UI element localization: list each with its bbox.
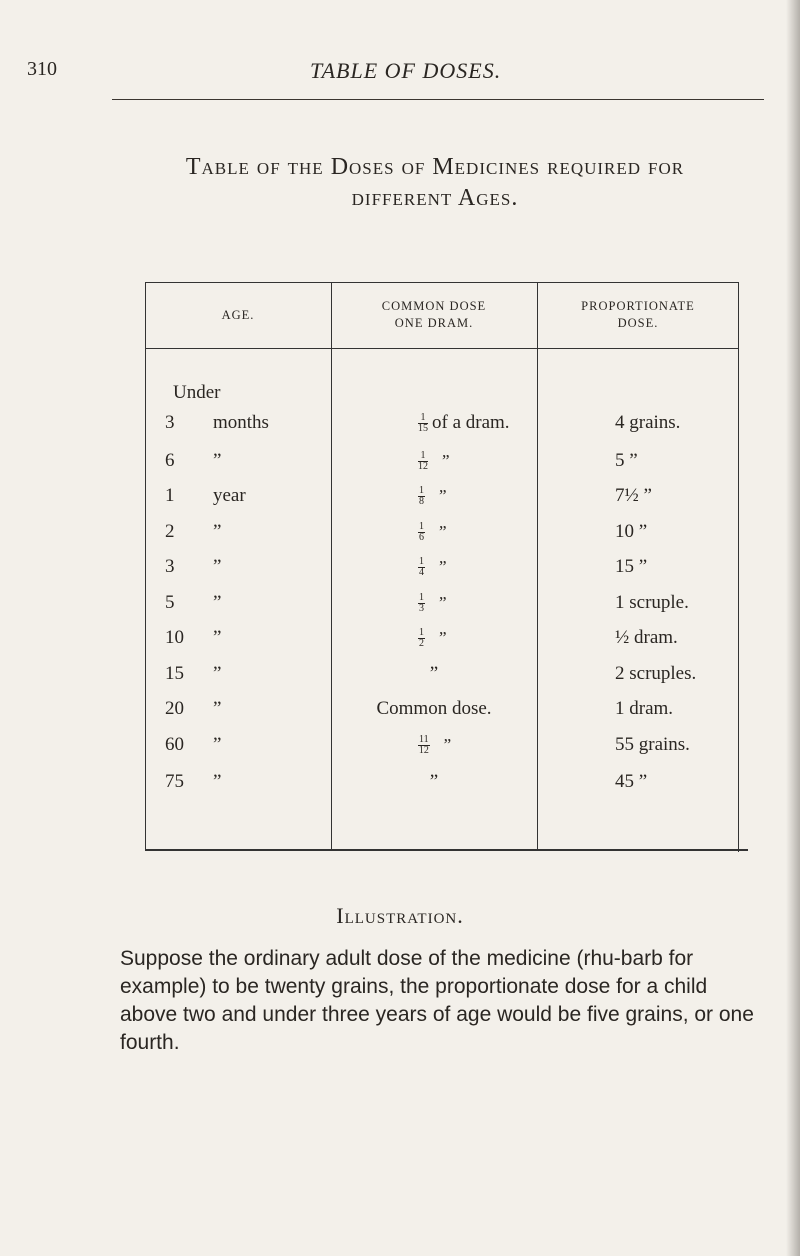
prop-dose-unit: ” bbox=[638, 521, 648, 542]
common-dose-cell bbox=[418, 625, 447, 651]
proportionate-dose-cell bbox=[615, 625, 678, 651]
dose-fraction bbox=[418, 522, 425, 543]
table-title bbox=[95, 152, 775, 214]
proportionate-dose-cell bbox=[615, 732, 690, 758]
under-label: Under bbox=[173, 382, 221, 403]
age-number: 60 bbox=[165, 734, 184, 755]
proportionate-dose-cell bbox=[615, 448, 638, 474]
dose-fraction bbox=[418, 593, 425, 614]
column-separator bbox=[331, 282, 332, 850]
age-cell bbox=[165, 554, 221, 580]
age-cell bbox=[165, 769, 221, 795]
common-dose-text: ” bbox=[439, 628, 447, 647]
prop-dose-unit: ” bbox=[638, 556, 648, 577]
age-unit: ” bbox=[213, 663, 222, 684]
proportionate-dose-cell bbox=[615, 519, 647, 545]
column-header-prop-line1: PROPORTIONATE bbox=[581, 299, 695, 313]
prop-dose-amount: 10 bbox=[615, 521, 634, 542]
table-border-bottom bbox=[145, 849, 748, 851]
age-number: 5 bbox=[165, 592, 175, 613]
age-unit: months bbox=[213, 412, 269, 433]
common-dose-cell bbox=[418, 519, 447, 545]
fraction-denominator: 8 bbox=[419, 496, 424, 508]
header-separator bbox=[145, 348, 739, 349]
dose-fraction bbox=[418, 628, 425, 649]
page-number: 310 bbox=[27, 58, 57, 80]
prop-dose-unit: scruples. bbox=[629, 663, 697, 684]
table-border-right bbox=[738, 282, 739, 852]
common-dose-text: ” bbox=[439, 486, 447, 505]
age-number: 3 bbox=[165, 412, 175, 433]
common-dose-text: ” bbox=[439, 522, 447, 541]
common-dose-cell bbox=[331, 769, 537, 795]
common-dose-text: ” bbox=[439, 557, 447, 576]
age-cell bbox=[165, 696, 221, 722]
common-dose-cell bbox=[418, 732, 451, 758]
page-edge-shadow bbox=[786, 0, 800, 1256]
dose-fraction bbox=[418, 557, 425, 578]
common-dose-cell bbox=[418, 410, 510, 436]
fraction-numerator: 1 bbox=[418, 413, 428, 424]
column-header-age: AGE. bbox=[221, 308, 255, 322]
column-header-proportionate-dose bbox=[537, 298, 739, 332]
prop-dose-amount: 1 bbox=[615, 592, 625, 613]
proportionate-dose-cell bbox=[615, 554, 647, 580]
age-cell bbox=[165, 732, 221, 758]
common-dose-text: ” bbox=[429, 771, 439, 792]
prop-dose-amount: 2 bbox=[615, 663, 625, 684]
age-number: 10 bbox=[165, 627, 184, 648]
common-dose-text: ” bbox=[442, 451, 450, 470]
fraction-numerator: 1 bbox=[419, 485, 424, 497]
prop-dose-amount: 45 bbox=[615, 771, 634, 792]
proportionate-dose-cell bbox=[615, 661, 696, 687]
dose-fraction bbox=[418, 735, 430, 756]
age-unit: year bbox=[213, 485, 246, 506]
dose-fraction bbox=[418, 413, 428, 434]
age-cell bbox=[165, 625, 221, 651]
dose-fraction bbox=[418, 486, 425, 507]
prop-dose-unit: scruple. bbox=[629, 592, 689, 613]
common-dose-cell bbox=[418, 448, 450, 474]
age-number: 1 bbox=[165, 485, 175, 506]
common-dose-cell bbox=[418, 554, 447, 580]
fraction-denominator: 12 bbox=[418, 461, 428, 473]
common-dose-text: ” bbox=[443, 735, 452, 754]
age-cell bbox=[165, 410, 269, 436]
illustration-paragraph: Suppose the ordinary adult dose of the medicine (rhu-barb for example) to be twenty grains, the proportionate dose for a child above two and under three years of age would be five grains, or one fourth. bbox=[120, 947, 754, 1054]
fraction-denominator: 2 bbox=[419, 638, 424, 650]
prop-dose-unit: grains. bbox=[638, 734, 690, 755]
column-header-common-line1: COMMON DOSE bbox=[381, 299, 487, 313]
age-unit: ” bbox=[213, 734, 222, 755]
fraction-numerator: 1 bbox=[419, 627, 424, 639]
age-cell bbox=[165, 519, 221, 545]
prop-dose-amount: 15 bbox=[615, 556, 634, 577]
age-unit: ” bbox=[213, 627, 222, 648]
common-dose-text: Common dose. bbox=[376, 698, 492, 719]
age-unit: ” bbox=[213, 450, 222, 471]
column-header-prop-line2: DOSE. bbox=[617, 316, 659, 330]
fraction-denominator: 6 bbox=[419, 532, 424, 544]
running-head: TABLE OF DOSES. bbox=[310, 58, 502, 83]
fraction-denominator: 3 bbox=[419, 603, 424, 615]
fraction-numerator: 11 bbox=[419, 734, 429, 746]
table-border-left bbox=[145, 282, 146, 850]
proportionate-dose-cell bbox=[615, 483, 652, 509]
age-number: 75 bbox=[165, 771, 184, 792]
fraction-numerator: 1 bbox=[418, 451, 428, 462]
age-cell bbox=[165, 590, 221, 616]
prop-dose-unit: ” bbox=[629, 450, 638, 471]
prop-dose-unit: dram. bbox=[629, 698, 674, 719]
age-cell bbox=[165, 483, 246, 509]
age-cell bbox=[165, 448, 221, 474]
fraction-denominator: 15 bbox=[418, 423, 428, 435]
age-number: 15 bbox=[165, 663, 184, 684]
common-dose-cell bbox=[331, 696, 537, 722]
doses-table bbox=[145, 282, 748, 850]
fraction-numerator: 1 bbox=[419, 592, 424, 604]
common-dose-text: ” bbox=[439, 593, 447, 612]
proportionate-dose-cell bbox=[615, 696, 673, 722]
age-number: 6 bbox=[165, 450, 175, 471]
proportionate-dose-cell bbox=[615, 769, 647, 795]
age-number: 3 bbox=[165, 556, 175, 577]
prop-dose-amount: 55 bbox=[615, 734, 634, 755]
column-separator bbox=[537, 282, 538, 850]
table-border-top bbox=[145, 282, 739, 283]
prop-dose-amount: 7½ bbox=[615, 485, 639, 506]
age-number: 2 bbox=[165, 521, 175, 542]
prop-dose-amount: 5 bbox=[615, 450, 625, 471]
age-unit: ” bbox=[213, 698, 222, 719]
fraction-denominator: 4 bbox=[419, 567, 424, 579]
illustration-heading: Illustration. bbox=[336, 903, 464, 928]
age-number: 20 bbox=[165, 698, 184, 719]
proportionate-dose-cell bbox=[615, 590, 689, 616]
prop-dose-amount: 4 bbox=[615, 412, 625, 433]
prop-dose-unit: ” bbox=[638, 771, 648, 792]
age-unit: ” bbox=[213, 592, 222, 613]
prop-dose-unit: ” bbox=[643, 485, 652, 506]
prop-dose-unit: grains. bbox=[629, 412, 681, 433]
column-header-common-dose bbox=[331, 298, 537, 332]
title-line-2: different Ages. bbox=[351, 185, 519, 211]
common-dose-text: of a dram. bbox=[432, 412, 510, 433]
age-unit: ” bbox=[213, 521, 222, 542]
header-rule bbox=[112, 99, 764, 100]
fraction-numerator: 1 bbox=[419, 556, 424, 568]
age-cell bbox=[165, 661, 221, 687]
prop-dose-unit: dram. bbox=[634, 627, 678, 648]
common-dose-cell bbox=[418, 590, 447, 616]
common-dose-cell bbox=[418, 483, 447, 509]
age-unit: ” bbox=[213, 771, 222, 792]
fraction-numerator: 1 bbox=[419, 521, 424, 533]
prop-dose-amount: ½ bbox=[615, 627, 630, 648]
proportionate-dose-cell bbox=[615, 410, 680, 436]
fraction-denominator: 12 bbox=[418, 745, 429, 757]
dose-fraction bbox=[418, 451, 428, 472]
age-unit: ” bbox=[213, 556, 222, 577]
column-header-common-line2: ONE DRAM. bbox=[394, 316, 474, 330]
common-dose-text: ” bbox=[429, 663, 439, 684]
common-dose-cell bbox=[331, 661, 537, 687]
title-line-1: Table of the Doses of Medicines required for bbox=[185, 154, 685, 180]
prop-dose-amount: 1 bbox=[615, 698, 625, 719]
